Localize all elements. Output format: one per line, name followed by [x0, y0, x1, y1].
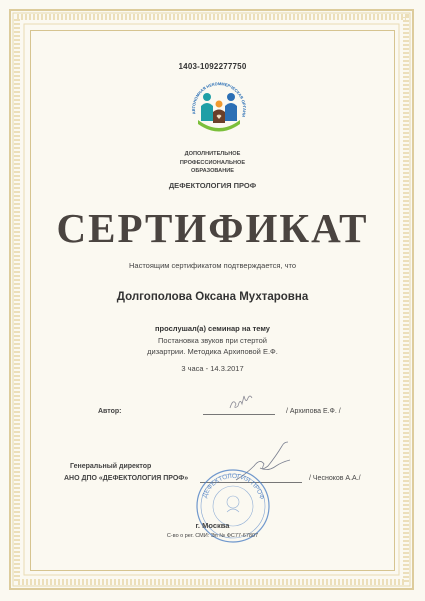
- organization-line-3: ОБРАЗОВАНИЕ: [190, 168, 235, 174]
- author-signature: [228, 394, 254, 414]
- intro-text: Настоящим сертификатом подтверждается, что: [128, 261, 296, 270]
- seminar-topic: [0, 336, 425, 357]
- recipient-name: Долгополова Оксана Мухтаровна: [116, 291, 309, 303]
- organization-logo: [188, 76, 250, 138]
- director-name: / Чесноков А.А./: [309, 475, 361, 482]
- organization-name: ДЕФЕКТОЛОГИЯ ПРОФ: [168, 181, 257, 190]
- seal-text: ДЕФЕКТОЛОГИЯ ПРОФ: [201, 472, 266, 501]
- director-organization: АНО ДПО «ДЕФЕКТОЛОГИЯ ПРОФ»: [64, 475, 189, 482]
- logo-arc-text: АВТОНОМНАЯ НЕКОММЕРЧЕСКАЯ ОРГАНИ: [190, 81, 248, 118]
- organization-type: [0, 150, 425, 176]
- author-name: / Архипова Е.Ф. /: [286, 408, 341, 415]
- organization-line-2: ПРОФЕССИОНАЛЬНОЕ: [179, 159, 246, 166]
- certificate-title: СЕРТИФИКАТ: [56, 205, 369, 251]
- author-signature-line: [203, 414, 275, 415]
- city: г. Москва: [195, 521, 230, 530]
- director-title: Генеральный директор: [70, 463, 152, 470]
- hours-and-date: 3 часа - 14.3.2017: [181, 364, 244, 373]
- registration-number: 1403-1092277750: [178, 62, 247, 71]
- seminar-topic-line-2: дизартрии. Методика Архиповой Е.Ф.: [147, 346, 278, 356]
- completed-text: прослушал(а) семинар на тему: [155, 324, 270, 333]
- author-label: Автор:: [98, 408, 122, 415]
- seminar-topic-line-1: Постановка звуков при стертой: [158, 336, 267, 345]
- organization-line-1: ДОПОЛНИТЕЛЬНОЕ: [184, 151, 241, 157]
- media-registration: С-во о рег. СМИ: Эл № ФС77-67807: [166, 533, 259, 539]
